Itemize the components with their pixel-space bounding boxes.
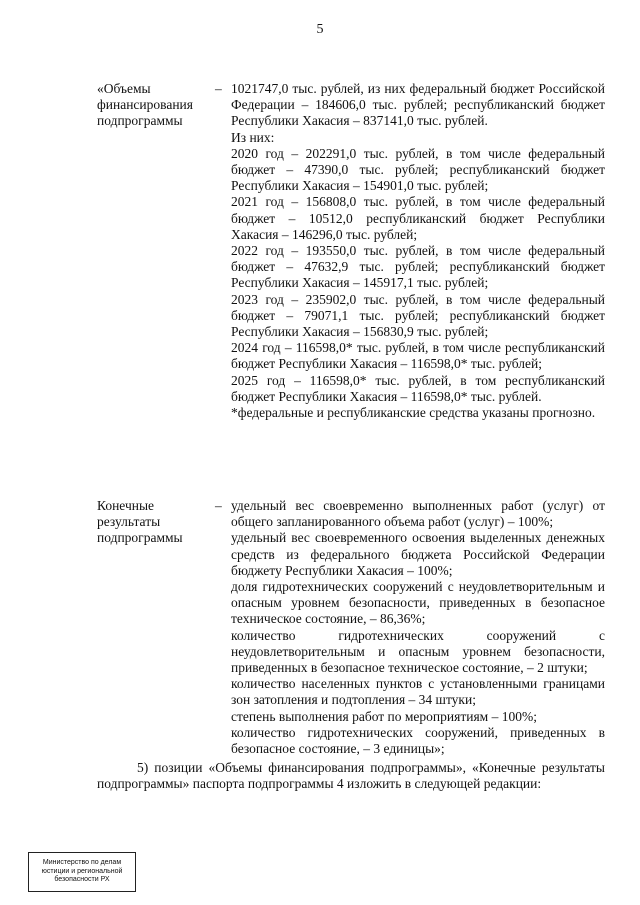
amendment-paragraph: 5) позиции «Объемы финансирования подпрограммы», «Конечные результаты подпрограммы» паспорта подпрограммы 4 изложить в следующей редакции: <box>97 760 605 792</box>
funding-2021: 2021 год – 156808,0 тыс. рублей, в том числе федеральный бюджет – 10512,0 республиканский бюджет Республики Хакасия – 146296,0 тыс. рублей; <box>231 194 605 242</box>
result-item: удельный вес своевременного освоения выделенных денежных средств из федерального бюджета Российской Федерации бюджету Республики Хакасия – 100%; <box>231 530 605 578</box>
funding-note: *федеральные и республиканские средства указаны прогнозно. <box>231 405 596 421</box>
funding-label: «Объемы финансирования подпрограммы <box>97 81 193 129</box>
result-item: количество гидротехнических сооружений с неудовлетворительным и опасным уровнем безопасности, приведенных в безопасное техническое состояние, – 2 штуки; <box>231 627 605 676</box>
results-dash: – <box>215 498 222 513</box>
ministry-stamp: Министерство по делам юстиции и региональной безопасности РХ <box>28 852 136 892</box>
result-item: доля гидротехнических сооружений с неудовлетворительным и опасным уровнем безопасности, приведенных в безопасное техническое состояние, – 86,36%; <box>231 579 605 627</box>
result-item: степень выполнения работ по мероприятиям – 100%; <box>231 708 537 724</box>
page-number: 5 <box>316 22 324 37</box>
funding-of-which: Из них: <box>231 129 275 145</box>
result-item: количество гидротехнических сооружений, приведенных в безопасное состояние, – 3 единицы»; <box>231 724 605 757</box>
funding-total: 1021747,0 тыс. рублей, из них федеральный бюджет Российской Федерации – 184606,0 тыс. рублей; республиканский бюджет Республики Хакасия – 837141,0 тыс. рублей. <box>231 81 605 129</box>
funding-dash: – <box>215 81 222 96</box>
funding-2024: 2024 год – 116598,0* тыс. рублей, в том числе республиканский бюджет Республики Хакасия – 116598,0* тыс. рублей; <box>231 340 605 372</box>
funding-2025: 2025 год – 116598,0* тыс. рублей, в том республиканский бюджет Республики Хакасия – 116598,0* тыс. рублей. <box>231 372 605 404</box>
result-item: удельный вес своевременно выполненных работ (услуг) от общего запланированного объема работ (услуг) – 100%; <box>231 498 605 530</box>
funding-value <box>231 81 605 421</box>
result-item: количество населенных пунктов с установленными границами зон затопления и подтопления – 34 штуки; <box>231 676 605 708</box>
results-value <box>231 498 605 757</box>
funding-2020: 2020 год – 202291,0 тыс. рублей, в том числе федеральный бюджет – 47390,0 тыс. рублей; республиканский бюджет Республики Хакасия – 154901,0 тыс. рублей; <box>231 145 605 194</box>
funding-2022: 2022 год – 193550,0 тыс. рублей, в том числе федеральный бюджет – 47632,9 тыс. рублей; республиканский бюджет Республики Хакасия – 145917,1 тыс. рублей; <box>231 243 605 291</box>
results-label: Конечные результаты подпрограммы <box>97 498 183 546</box>
funding-2023: 2023 год – 235902,0 тыс. рублей, в том числе федеральный бюджет – 79071,1 тыс. рублей; республиканский бюджет Республики Хакасия – 156830,9 тыс. рублей; <box>231 291 605 340</box>
